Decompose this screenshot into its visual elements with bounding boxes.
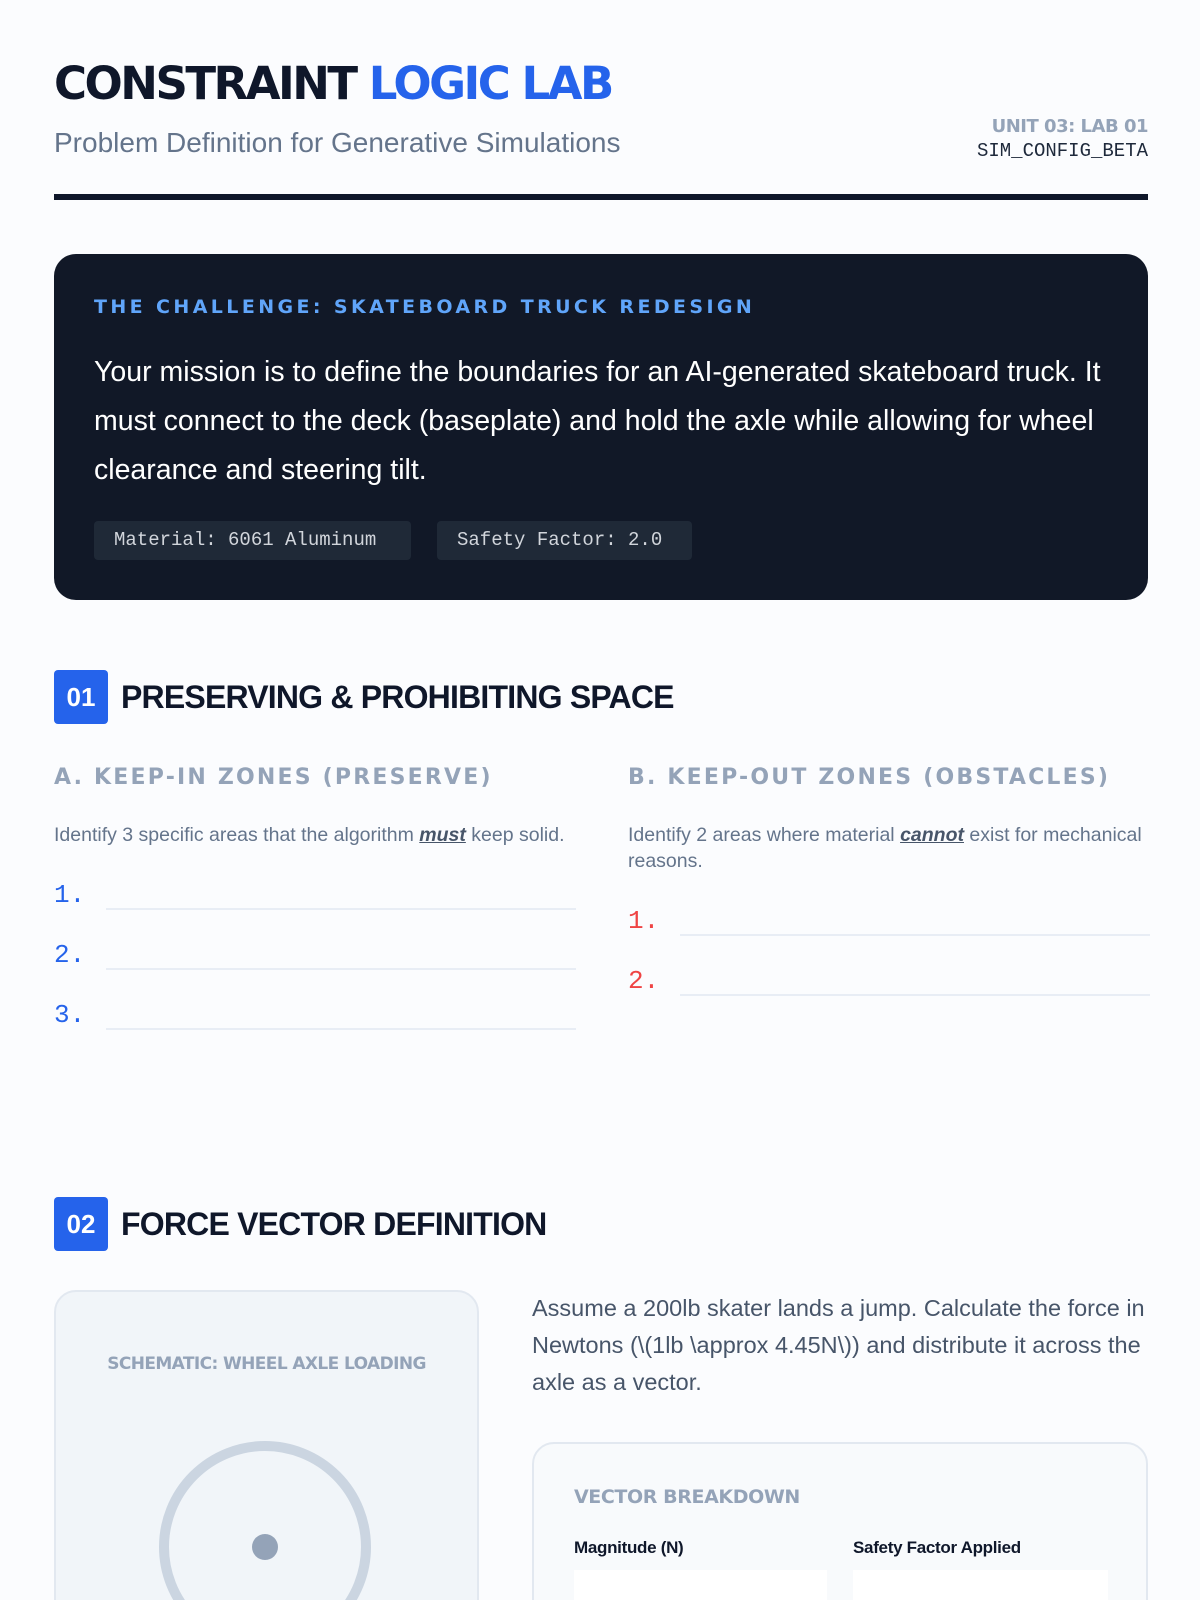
item-number: 2. (628, 966, 660, 996)
keep-in-item[interactable] (54, 932, 576, 992)
section-02-heading (54, 1197, 1148, 1251)
keep-in-item[interactable] (54, 992, 576, 1052)
keep-in-item[interactable] (54, 872, 576, 932)
item-number: 2. (54, 940, 86, 970)
title-main: CONSTRAINT (54, 57, 356, 110)
magnitude-label: Magnitude (N) (574, 1538, 684, 1557)
keep-out-item[interactable] (628, 898, 1150, 958)
keep-out-title: B. KEEP-OUT ZONES (OBSTACLES) (628, 765, 1111, 790)
answer-line[interactable] (106, 968, 576, 970)
vector-breakdown-card (532, 1442, 1148, 1600)
answer-line[interactable] (680, 934, 1150, 936)
challenge-card (54, 254, 1148, 600)
section-title: FORCE VECTOR DEFINITION (121, 1206, 547, 1242)
axle-point (252, 1534, 278, 1560)
challenge-text: Your mission is to define the boundaries for an AI-generated skateboard truck. It must connect to the deck (baseplate) and hold the axle while allowing for wheel clearance and steering tilt. (94, 356, 1101, 486)
item-number: 1. (54, 880, 86, 910)
section-01-heading (54, 670, 1148, 724)
keep-in-zones (54, 760, 576, 1052)
magnitude-input[interactable] (574, 1570, 827, 1600)
wheel-icon (158, 1440, 372, 1600)
keep-out-desc-emphasis: cannot (900, 824, 964, 846)
item-number: 3. (54, 1000, 86, 1030)
page-title (54, 56, 612, 112)
safety-factor-label: Safety Factor Applied (853, 1538, 1021, 1557)
title-accent: LOGIC LAB (368, 57, 612, 110)
page-header (54, 56, 1148, 200)
challenge-label: THE CHALLENGE: SKATEBOARD TRUCK REDESIGN (94, 296, 756, 318)
keep-out-desc-text: Identify 2 areas where material (628, 824, 901, 846)
vector-breakdown-title: VECTOR BREAKDOWN (574, 1486, 800, 1508)
keep-in-desc-text-end: keep solid. (465, 824, 565, 846)
config-code: SIM_CONFIG_BETA (976, 140, 1148, 162)
safety-factor-chip: Safety Factor: 2.0 (437, 521, 692, 560)
schematic-card (54, 1290, 479, 1600)
item-number: 1. (628, 906, 660, 936)
section-title: PRESERVING & PROHIBITING SPACE (121, 679, 674, 715)
keep-in-description (54, 822, 574, 848)
worksheet-page (54, 0, 1148, 1600)
keep-in-desc-text: Identify 3 specific areas that the algorithm (54, 824, 420, 846)
schematic-label: SCHEMATIC: WHEEL AXLE LOADING (107, 1354, 426, 1374)
keep-out-list (628, 898, 1150, 1018)
page-subtitle: Problem Definition for Generative Simulations (54, 127, 621, 158)
force-description: Assume a 200lb skater lands a jump. Calculate the force in Newtons (\(1lb \approx 4.45N\)) and distribute it across the axle as a vector. (532, 1295, 1145, 1395)
keep-out-desc-text-end: exist for mechanical reasons. (628, 824, 1142, 872)
wheel-rim (164, 1446, 366, 1600)
keep-in-list (54, 872, 576, 1052)
unit-code: UNIT 03: LAB 01 (991, 116, 1148, 137)
answer-line[interactable] (106, 1028, 576, 1030)
answer-line[interactable] (680, 994, 1150, 996)
keep-out-description (628, 822, 1148, 874)
keep-in-desc-emphasis: must (419, 824, 466, 846)
section-number-badge: 01 (54, 670, 108, 724)
header-divider (54, 194, 1148, 200)
keep-out-zones (628, 760, 1150, 1018)
keep-in-title: A. KEEP-IN ZONES (PRESERVE) (54, 765, 493, 790)
safety-factor-input[interactable] (853, 1570, 1108, 1600)
keep-out-item[interactable] (628, 958, 1150, 1018)
section-number-badge: 02 (54, 1197, 108, 1251)
material-chip: Material: 6061 Aluminum (94, 521, 411, 560)
answer-line[interactable] (106, 908, 576, 910)
